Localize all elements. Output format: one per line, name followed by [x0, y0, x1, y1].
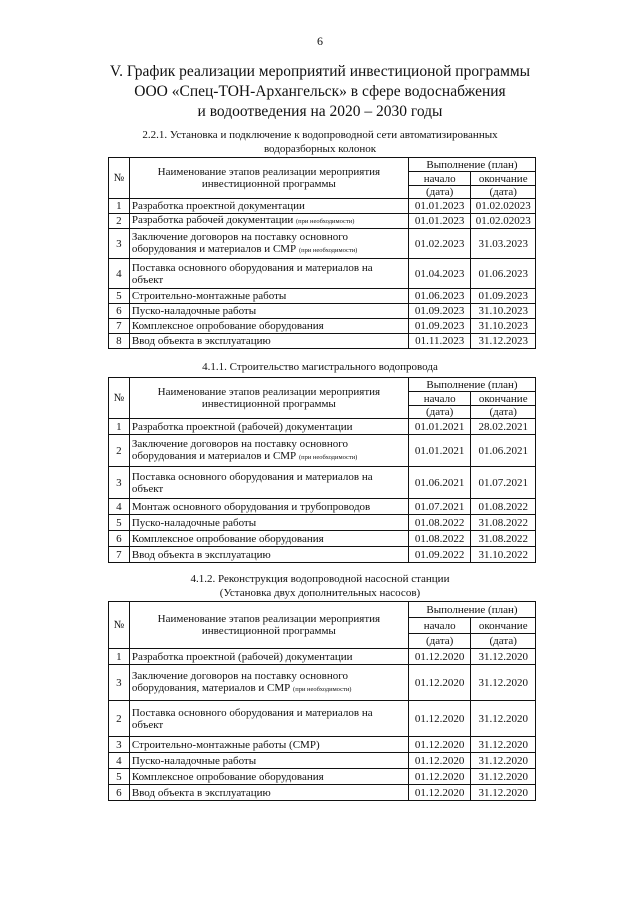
stage-name [129, 319, 408, 334]
start-date: 01.09.2022 [408, 547, 470, 563]
stage-name-text: Ввод объекта в эксплуатацию [131, 548, 271, 561]
subtitle-line-2: (Установка двух дополнительных насосов) [219, 587, 421, 599]
header-stage-name: Наименование этапов реализации мероприятия инвестиционной программы [129, 602, 408, 649]
stage-name-text: Ввод объекта в эксплуатацию [131, 335, 271, 347]
schedule-table-2-2-1 [108, 157, 536, 349]
row-number: 4 [109, 499, 130, 515]
header-start-date: (дата) [408, 406, 470, 419]
start-date: 01.12.2020 [408, 737, 470, 753]
end-date: 31.12.2023 [471, 334, 536, 349]
table-row [109, 649, 536, 665]
end-date: 01.06.2021 [471, 435, 536, 467]
row-number: 6 [109, 304, 130, 319]
header-end-date: (дата) [471, 406, 536, 419]
row-number: 7 [109, 547, 130, 563]
stage-name [129, 199, 408, 214]
header-end-date: (дата) [471, 634, 536, 649]
stage-name [129, 531, 408, 547]
end-date: 31.12.2020 [471, 785, 536, 801]
table-row [109, 435, 536, 467]
table-row [109, 753, 536, 769]
table-row [109, 419, 536, 435]
header-end-date: (дата) [471, 186, 536, 199]
table-row [109, 319, 536, 334]
start-date: 01.08.2022 [408, 515, 470, 531]
title-line-3: и водоотведения на 2020 – 2030 годы [197, 103, 443, 120]
subtitle-line-2: водоразборных колонок [263, 143, 377, 155]
row-number: 6 [109, 531, 130, 547]
stage-name [129, 649, 408, 665]
end-date: 01.02.02023 [471, 199, 536, 214]
stage-name [129, 499, 408, 515]
schedule-table-4-1-2 [108, 601, 536, 801]
header-start: начало [408, 172, 470, 186]
table-row [109, 701, 536, 737]
start-date: 01.06.2023 [408, 289, 470, 304]
stage-name [129, 419, 408, 435]
header-end: окончание [471, 392, 536, 406]
stage-name [129, 769, 408, 785]
stage-name [129, 785, 408, 801]
stage-note: (при необходимости) [293, 685, 352, 693]
end-date: 31.12.2020 [471, 753, 536, 769]
end-date: 31.12.2020 [471, 737, 536, 753]
row-number: 1 [109, 649, 130, 665]
stage-name-text: Комплексное опробование оборудования [131, 770, 324, 783]
stage-name-text: Ввод объекта в эксплуатацию [131, 786, 271, 799]
schedule-table-4-1-1 [108, 377, 536, 563]
stage-name-text: Разработка проектной (рабочей) документации [131, 420, 353, 433]
start-date: 01.01.2023 [408, 214, 470, 229]
table-row [109, 467, 536, 499]
start-date: 01.12.2020 [408, 769, 470, 785]
start-date: 01.12.2020 [408, 785, 470, 801]
end-date: 31.03.2023 [471, 229, 536, 259]
header-end: окончание [471, 172, 536, 186]
start-date: 01.04.2023 [408, 259, 470, 289]
header-execution: Выполнение (план) [408, 158, 535, 172]
end-date: 31.10.2022 [471, 547, 536, 563]
header-execution: Выполнение (план) [408, 378, 535, 392]
row-number: 5 [109, 769, 130, 785]
table-row [109, 547, 536, 563]
stage-name [129, 259, 408, 289]
end-date: 31.08.2022 [471, 515, 536, 531]
stage-name [129, 753, 408, 769]
row-number: 1 [109, 199, 130, 214]
header-num: № [109, 378, 130, 419]
table-row [109, 334, 536, 349]
row-number: 7 [109, 319, 130, 334]
stage-name-text: Заключение договоров на поставку основного оборудования и материалов и СМР [131, 230, 348, 255]
stage-name [129, 214, 408, 229]
stage-note: (при необходимости) [298, 453, 358, 461]
start-date: 01.09.2023 [408, 304, 470, 319]
end-date: 31.12.2020 [471, 665, 536, 701]
start-date: 01.11.2023 [408, 334, 470, 349]
table-row [109, 259, 536, 289]
end-date: 01.02.02023 [471, 214, 536, 229]
page-title [60, 62, 580, 122]
start-date: 01.12.2020 [408, 649, 470, 665]
header-start-date: (дата) [408, 634, 470, 649]
header-end: окончание [471, 618, 536, 634]
stage-name-text: Пуско-наладочные работы [131, 305, 257, 317]
stage-name-text: Комплексное опробование оборудования [131, 532, 324, 545]
stage-name-text: Заключение договоров на поставку основного оборудования, материалов и СМР [131, 669, 348, 694]
stage-name-text: Строительно-монтажные работы (СМР) [131, 738, 320, 751]
subtitle-line-1: 4.1.2. Реконструкция водопроводной насосной станции [190, 573, 450, 585]
subtitle-line-1: 4.1.1. Строительство магистрального водопровода [202, 361, 438, 373]
header-stage-name: Наименование этапов реализации мероприятия инвестиционной программы [129, 378, 408, 419]
stage-name [129, 289, 408, 304]
start-date: 01.01.2023 [408, 199, 470, 214]
start-date: 01.09.2023 [408, 319, 470, 334]
end-date: 01.06.2023 [471, 259, 536, 289]
table-row [109, 785, 536, 801]
row-number: 2 [109, 435, 130, 467]
header-num: № [109, 602, 130, 649]
start-date: 01.06.2021 [408, 467, 470, 499]
header-start: начало [408, 618, 470, 634]
page-number: 6 [317, 34, 323, 48]
section-subtitle-4-1-1 [60, 360, 580, 374]
stage-name-text: Разработка проектной документации [131, 200, 305, 212]
row-number: 3 [109, 467, 130, 499]
stage-name [129, 467, 408, 499]
end-date: 31.08.2022 [471, 531, 536, 547]
stage-name [129, 701, 408, 737]
start-date: 01.01.2021 [408, 435, 470, 467]
start-date: 01.07.2021 [408, 499, 470, 515]
end-date: 31.10.2023 [471, 304, 536, 319]
title-line-2: ООО «Спец-ТОН-Архангельск» в сфере водоснабжения [134, 83, 506, 100]
stage-name-text: Пуско-наладочные работы [131, 516, 257, 529]
title-line-1: V. График реализации мероприятий инвестиционой программы [109, 63, 531, 80]
row-number: 4 [109, 753, 130, 769]
section-subtitle-2-2-1 [60, 128, 580, 156]
table-row [109, 515, 536, 531]
end-date: 31.12.2020 [471, 769, 536, 785]
table-row [109, 199, 536, 214]
end-date: 01.08.2022 [471, 499, 536, 515]
stage-name [129, 435, 408, 467]
table-row [109, 214, 536, 229]
stage-name-text: Поставка основного оборудования и материалов на объект [131, 470, 373, 495]
row-number: 3 [109, 737, 130, 753]
section-subtitle-4-1-2 [60, 572, 580, 600]
start-date: 01.12.2020 [408, 753, 470, 769]
start-date: 01.12.2020 [408, 665, 470, 701]
end-date: 31.12.2020 [471, 649, 536, 665]
header-num: № [109, 158, 130, 199]
end-date: 01.07.2021 [471, 467, 536, 499]
subtitle-line-1: 2.2.1. Установка и подключение к водопроводной сети автоматизированных [142, 129, 498, 141]
start-date: 01.12.2020 [408, 701, 470, 737]
row-number: 5 [109, 289, 130, 304]
table-row [109, 229, 536, 259]
stage-name-text: Монтаж основного оборудования и трубопроводов [131, 500, 371, 513]
stage-name-text: Поставка основного оборудования и материалов на объект [131, 706, 373, 731]
row-number: 3 [109, 229, 130, 259]
stage-name-text: Разработка рабочей документации [131, 214, 294, 226]
stage-name [129, 229, 408, 259]
table-row [109, 304, 536, 319]
header-stage-name: Наименование этапов реализации мероприятия инвестиционной программы [129, 158, 408, 199]
table-row [109, 737, 536, 753]
row-number: 6 [109, 785, 130, 801]
row-number: 8 [109, 334, 130, 349]
end-date: 28.02.2021 [471, 419, 536, 435]
row-number: 2 [109, 701, 130, 737]
end-date: 01.09.2023 [471, 289, 536, 304]
stage-name [129, 547, 408, 563]
table-row [109, 289, 536, 304]
stage-note: (при необходимости) [298, 246, 358, 254]
stage-name [129, 737, 408, 753]
table-row [109, 499, 536, 515]
stage-name-text: Разработка проектной (рабочей) документации [131, 650, 353, 663]
row-number: 2 [109, 214, 130, 229]
stage-note: (при необходимости) [295, 218, 355, 225]
table-row [109, 769, 536, 785]
start-date: 01.08.2022 [408, 531, 470, 547]
table-row [109, 665, 536, 701]
row-number: 3 [109, 665, 130, 701]
header-start-date: (дата) [408, 186, 470, 199]
end-date: 31.12.2020 [471, 701, 536, 737]
table-row [109, 531, 536, 547]
start-date: 01.01.2021 [408, 419, 470, 435]
stage-name-text: Заключение договоров на поставку основного оборудования и материалов и СМР [131, 437, 348, 462]
header-start: начало [408, 392, 470, 406]
stage-name-text: Строительно-монтажные работы [131, 290, 287, 302]
stage-name [129, 304, 408, 319]
stage-name-text: Пуско-наладочные работы [131, 754, 257, 767]
row-number: 1 [109, 419, 130, 435]
stage-name [129, 665, 408, 701]
header-execution: Выполнение (план) [408, 602, 535, 618]
end-date: 31.10.2023 [471, 319, 536, 334]
row-number: 4 [109, 259, 130, 289]
stage-name-text: Поставка основного оборудования и материалов на объект [131, 261, 373, 286]
row-number: 5 [109, 515, 130, 531]
stage-name [129, 334, 408, 349]
start-date: 01.02.2023 [408, 229, 470, 259]
stage-name [129, 515, 408, 531]
stage-name-text: Комплексное опробование оборудования [131, 320, 324, 332]
